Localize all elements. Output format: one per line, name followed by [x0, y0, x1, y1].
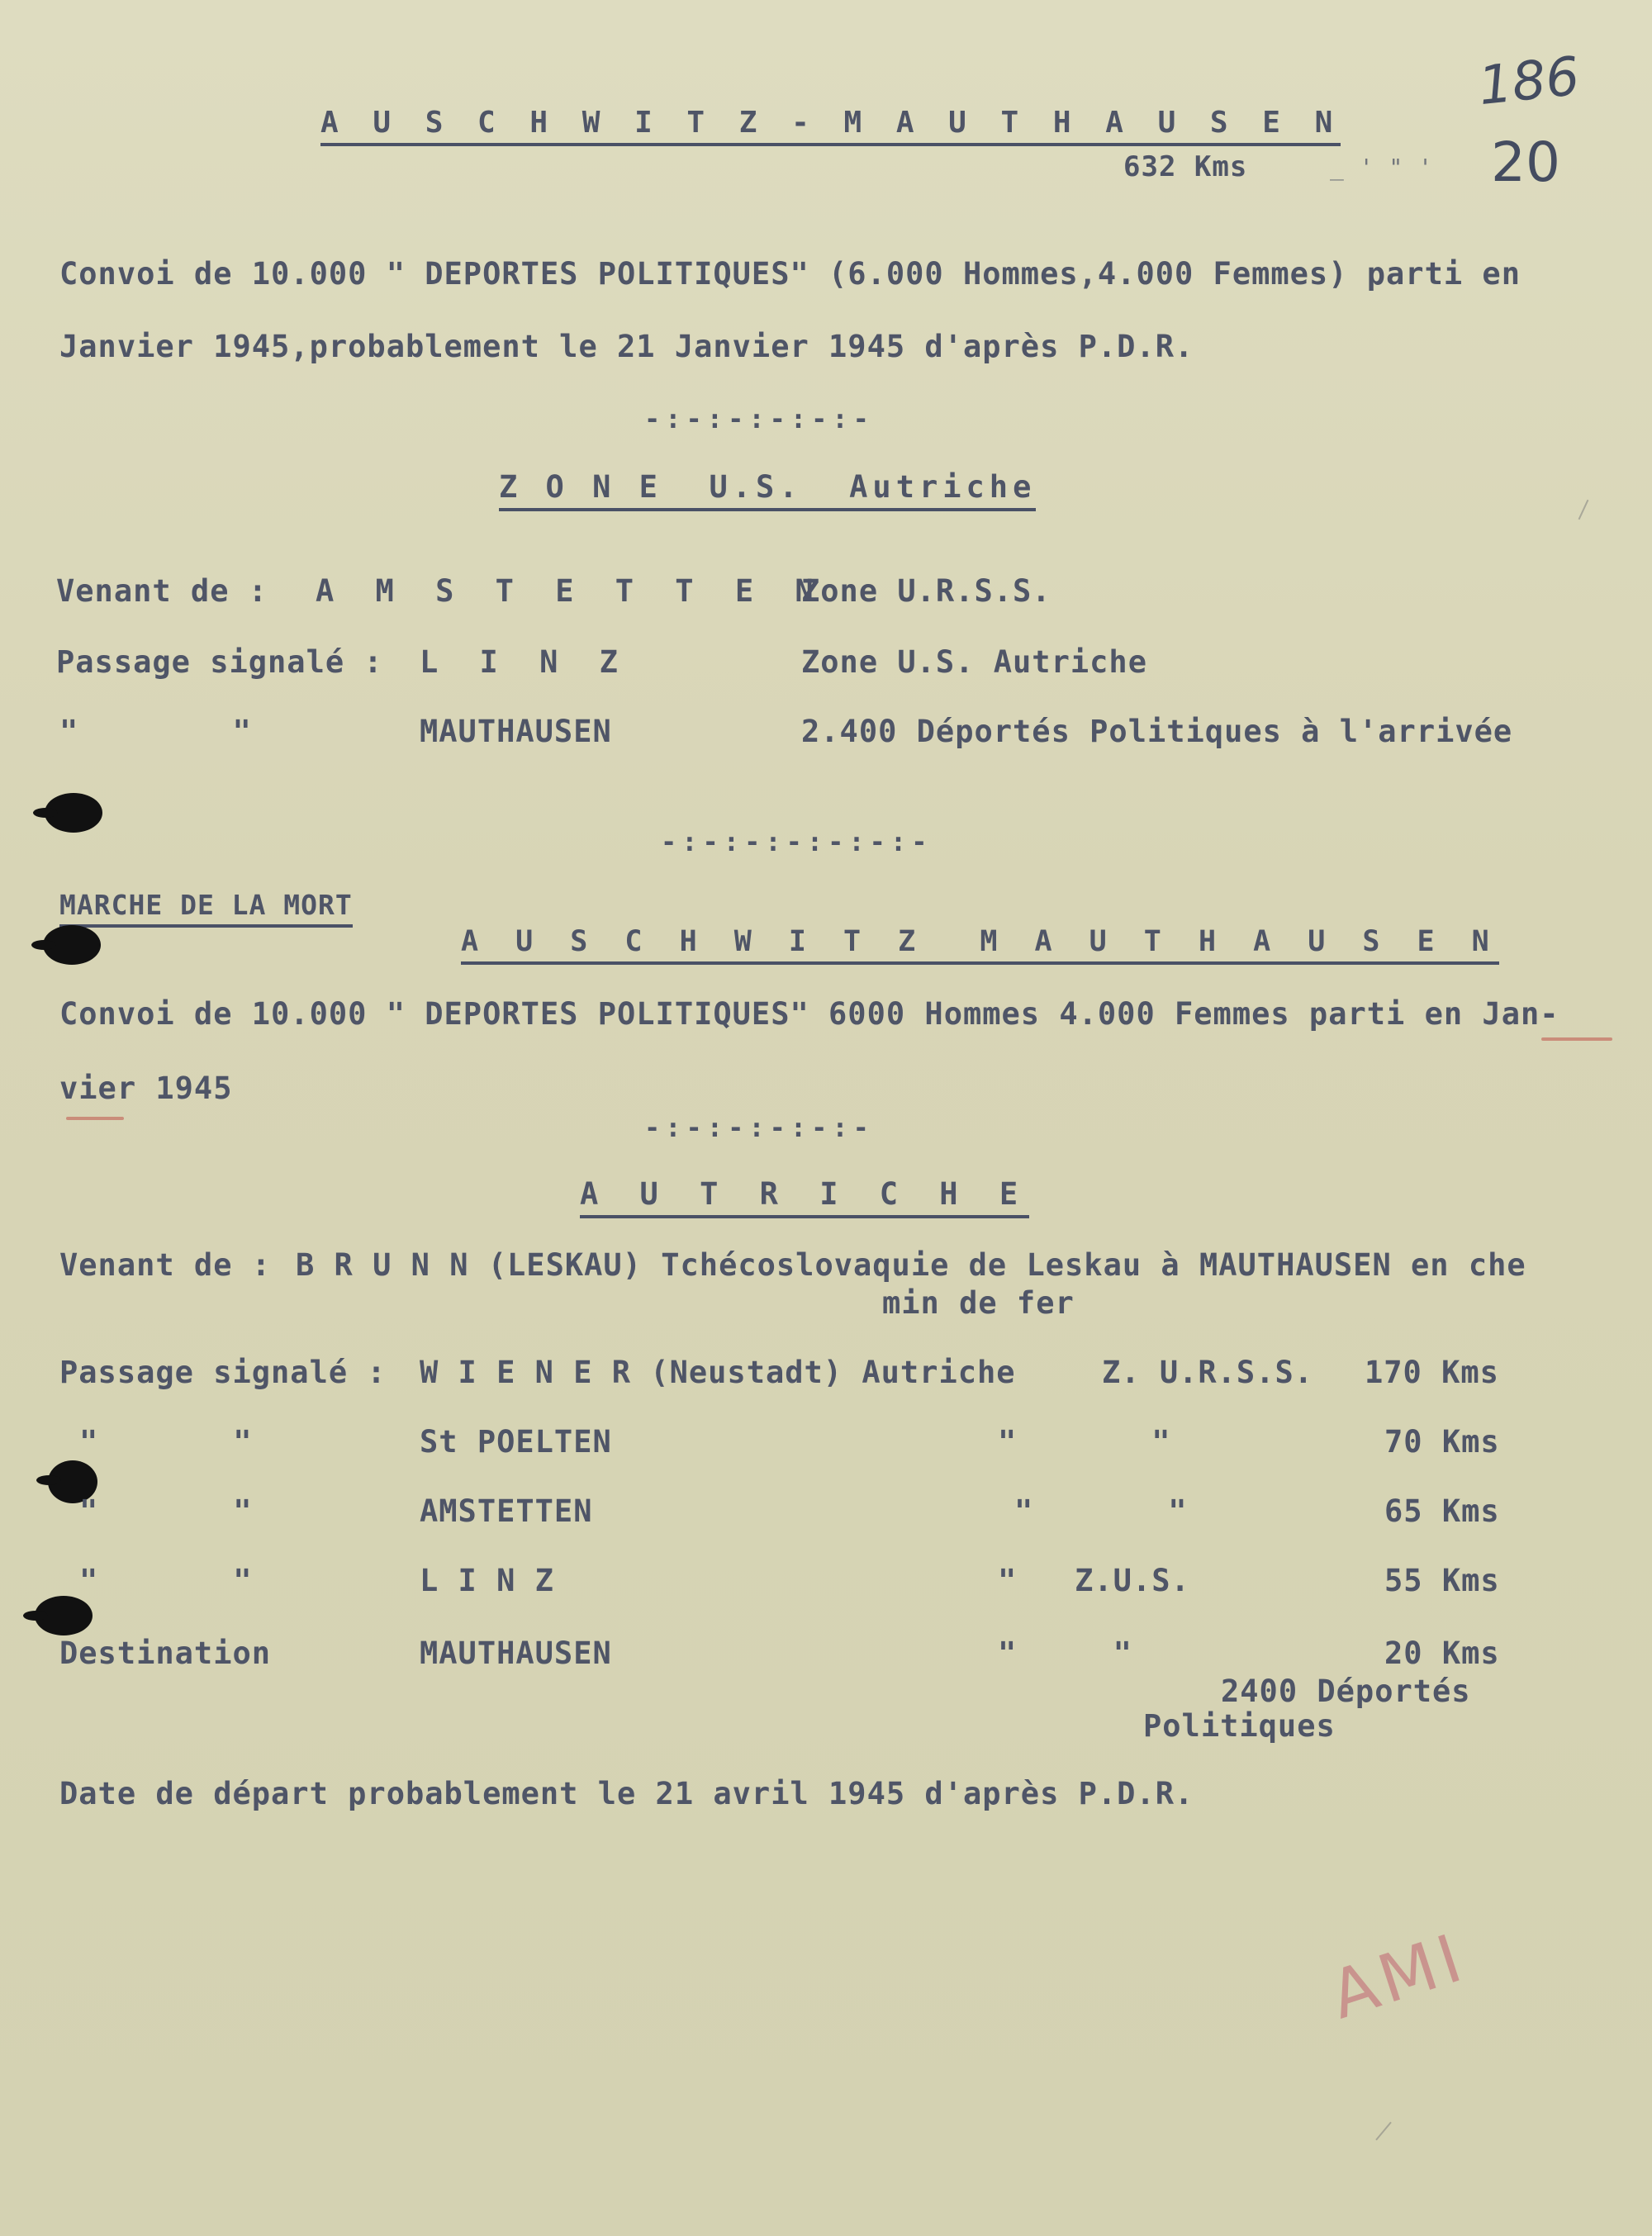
- route1-ditto-label: " ": [59, 714, 252, 749]
- convoy2-line1: Convoi de 10.000 " DEPORTES POLITIQUES" 6000 Hommes 4.000 Femmes parti en Jan-: [59, 996, 1559, 1032]
- route2-label: Passage signalé :: [59, 1355, 387, 1390]
- route1-passage-label: Passage signalé :: [56, 644, 383, 680]
- separator-3: -:-:-:-:-:-: [644, 1112, 874, 1143]
- punch-hole: [43, 925, 101, 965]
- route2-distance: 55 Kms: [1384, 1563, 1500, 1598]
- date-stamp-mark: _ ' " ': [1330, 154, 1434, 181]
- separator-1: -:-:-:-:-:-: [644, 403, 874, 434]
- convoy2-line2: vier 1945: [59, 1071, 233, 1106]
- paper-mark: [1578, 500, 1589, 520]
- route2-zone: " ": [998, 1635, 1132, 1671]
- punch-hole: [45, 793, 102, 833]
- separator-2: -:-:-:-:-:-:-: [661, 826, 933, 857]
- route1-from-zone: Zone U.R.S.S.: [801, 573, 1051, 609]
- zone-us-heading: Z O N E U.S. Autriche: [499, 469, 1036, 511]
- route2-place: AMSTETTEN: [420, 1493, 593, 1529]
- route1-from-label: Venant de :: [56, 573, 268, 609]
- arrival-note-line1: 2400 Déportés: [1221, 1673, 1471, 1709]
- document-title: A U S C H W I T Z - M A U T H A U S E N: [320, 106, 1341, 146]
- arrival-note-line2: Politiques: [1143, 1708, 1336, 1744]
- red-underline: [66, 1117, 124, 1120]
- route2-zone: " ": [998, 1424, 1171, 1460]
- route1-arrival-place: MAUTHAUSEN: [420, 714, 612, 749]
- red-underline: [1541, 1037, 1612, 1041]
- route2-label: " ": [79, 1493, 253, 1529]
- convoy1-line2: Janvier 1945,probablement le 21 Janvier 1945 d'après P.D.R.: [59, 329, 1194, 364]
- route1-arrival-count: 2.400 Déportés Politiques à l'arrivée: [801, 714, 1513, 749]
- route2-from-label: Venant de :: [59, 1247, 272, 1283]
- route2-place: MAUTHAUSEN: [420, 1635, 612, 1671]
- departure-date: Date de départ probablement le 21 avril 1945 d'après P.D.R.: [59, 1776, 1194, 1811]
- route2-from-line1: B R U N N (LESKAU) Tchécoslovaquie de Leskau à MAUTHAUSEN en che: [296, 1247, 1526, 1283]
- route1-from-place: A M S T E T T E N: [316, 573, 825, 609]
- route2-from-line2: min de fer: [882, 1285, 1075, 1321]
- route2-place: L I N Z: [420, 1563, 554, 1598]
- route2-label: " ": [79, 1424, 253, 1460]
- total-distance: 632 Kms: [1123, 150, 1248, 183]
- route2-zone: Z. U.R.S.S.: [1102, 1355, 1314, 1390]
- red-stamp-ami: AMI: [1321, 1918, 1475, 2034]
- page-number: 20: [1491, 131, 1560, 194]
- route2-place: St POELTEN: [420, 1424, 612, 1460]
- route2-label: Destination: [59, 1635, 272, 1671]
- route2-distance: 70 Kms: [1384, 1424, 1500, 1460]
- convoy1-line1: Convoi de 10.000 " DEPORTES POLITIQUES" (6.000 Hommes,4.000 Femmes) parti en: [59, 256, 1521, 292]
- route2-label: " ": [79, 1563, 253, 1598]
- autriche-heading: A U T R I C H E: [580, 1176, 1029, 1218]
- route2-place: W I E N E R (Neustadt) Autriche: [420, 1355, 1016, 1390]
- route2-zone: " ": [1014, 1493, 1188, 1529]
- paper-mark: [1375, 2122, 1392, 2141]
- death-march-label: MARCHE DE LA MORT: [59, 889, 353, 928]
- convoy2-title: A U S C H W I T Z M A U T H A U S E N: [461, 925, 1499, 965]
- route2-distance: 170 Kms: [1365, 1355, 1499, 1390]
- route2-zone: " Z.U.S.: [998, 1563, 1190, 1598]
- punch-hole: [35, 1596, 93, 1635]
- handwritten-page-mark: 186: [1475, 45, 1583, 118]
- route1-passage-zone: Zone U.S. Autriche: [801, 644, 1147, 680]
- route2-distance: 20 Kms: [1384, 1635, 1500, 1671]
- route2-distance: 65 Kms: [1384, 1493, 1500, 1529]
- route1-passage-place: L I N Z: [420, 644, 629, 680]
